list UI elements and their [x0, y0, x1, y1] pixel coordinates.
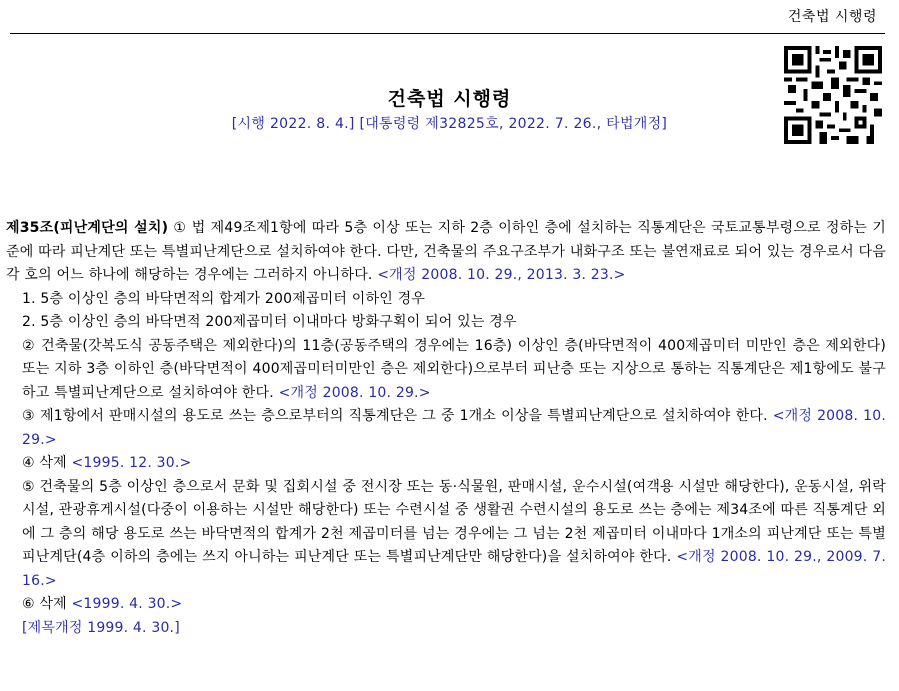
amendment-note[interactable]: <1995. 12. 30.> — [71, 455, 192, 471]
title-amendment-note[interactable]: [제목개정 1999. 4. 30.] — [22, 619, 180, 636]
amendment-note[interactable]: <개정 2008. 10. 29.> — [278, 384, 431, 401]
amendment-note[interactable]: <1999. 4. 30.> — [71, 596, 183, 612]
paragraph-6-text: ⑥ 삭제 — [22, 596, 72, 612]
header-divider — [10, 33, 885, 34]
article-body — [6, 217, 886, 640]
paragraph-5-text: ⑤ 건축물의 5층 이상인 층으로서 문화 및 집회시설 중 전시장 또는 동·식물원, 판매시설, 운수시설(여객용 시설만 해당한다), 운동시설, 위락시설, 관광휴게시설(다중이 이용하는 시설만 해당한다) 또는 수련시설 중 생활권 수련시설의 용도로 쓰는 층에는 제34조에 따른 직통계단 외에 그 층의 해당 용도로 쓰는 바닥면적의 합계가 2천 제곱미터를 넘는 경우에는 그 넘는 2천 제곱미터 이내마다 1개소의 피난계단 또는 특별피난계단(4층 이하의 층에는 쓰지 아니하는 피난계단 또는 특별피난계단만 해당한다)을 설치하여야 한다. — [22, 478, 886, 565]
paragraph-1 — [6, 217, 886, 288]
amendment-note[interactable]: <개정 2008. 10. 29.> — [22, 408, 887, 448]
paragraph-2-text: ② 건축물(갓복도식 공동주택은 제외한다)의 11층(공동주택의 경우에는 16층) 이상인 층(바닥면적이 400제곱미터 미만인 층은 제외한다) 또는 지하 3층 이하인 층(바닥면적이 400제곱미터미만인 층은 제외한다)으로부터 피난층 또는 지상으로 통하는 직통계단은 제1항에도 불구하고 특별피난계단으로 설치하여야 한다. — [22, 337, 886, 401]
paragraph-2 — [6, 335, 886, 406]
paragraph-1-text: ① 법 제49조제1항에 따라 5층 이상 또는 지하 2층 이하인 층에 설치하는 직통계단은 국토교통부령으로 정하는 기준에 따라 피난계단 또는 특별피난계단으로 설치하여야 한다. 다만, 건축물의 주요구조부가 내화구조 또는 불연재료로 되어 있는 경우로서 다음 각 호의 어느 하나에 해당하는 경우에는 그러하지 아니하다. — [6, 220, 886, 283]
list-item: 1. 5층 이상인 층의 바닥면적의 합계가 200제곱미터 이하인 경우 — [22, 290, 426, 307]
paragraph-3 — [6, 405, 886, 452]
paragraph-3-text: ③ 제1항에서 판매시설의 용도로 쓰는 층으로부터의 직통계단은 그 중 1개소 이상을 특별피난계단으로 설치하여야 한다. — [22, 408, 773, 424]
paragraph-5 — [6, 476, 886, 594]
list-item: 2. 5층 이상인 층의 바닥면적 200제곱미터 이내마다 방화구획이 되어 있는 경우 — [22, 314, 517, 330]
amendment-note[interactable]: <개정 2008. 10. 29., 2013. 3. 23.> — [377, 267, 626, 283]
paragraph-6 — [6, 593, 886, 617]
amendment-note[interactable]: <개정 2008. 10. 29., 2009. 7. 16.> — [22, 549, 886, 589]
enforcement-info: [시행 2022. 8. 4.] [대통령령 제32825호, 2022. 7. 26., 타법개정] — [231, 116, 668, 132]
paragraph-4-text: ④ 삭제 — [22, 455, 72, 471]
header-law-name: 건축법 시행령 — [787, 9, 877, 25]
article-heading: 제35조(피난계단의 설치) — [6, 220, 169, 236]
document-title: 건축법 시행령 — [387, 88, 512, 110]
paragraph-4 — [6, 452, 886, 476]
